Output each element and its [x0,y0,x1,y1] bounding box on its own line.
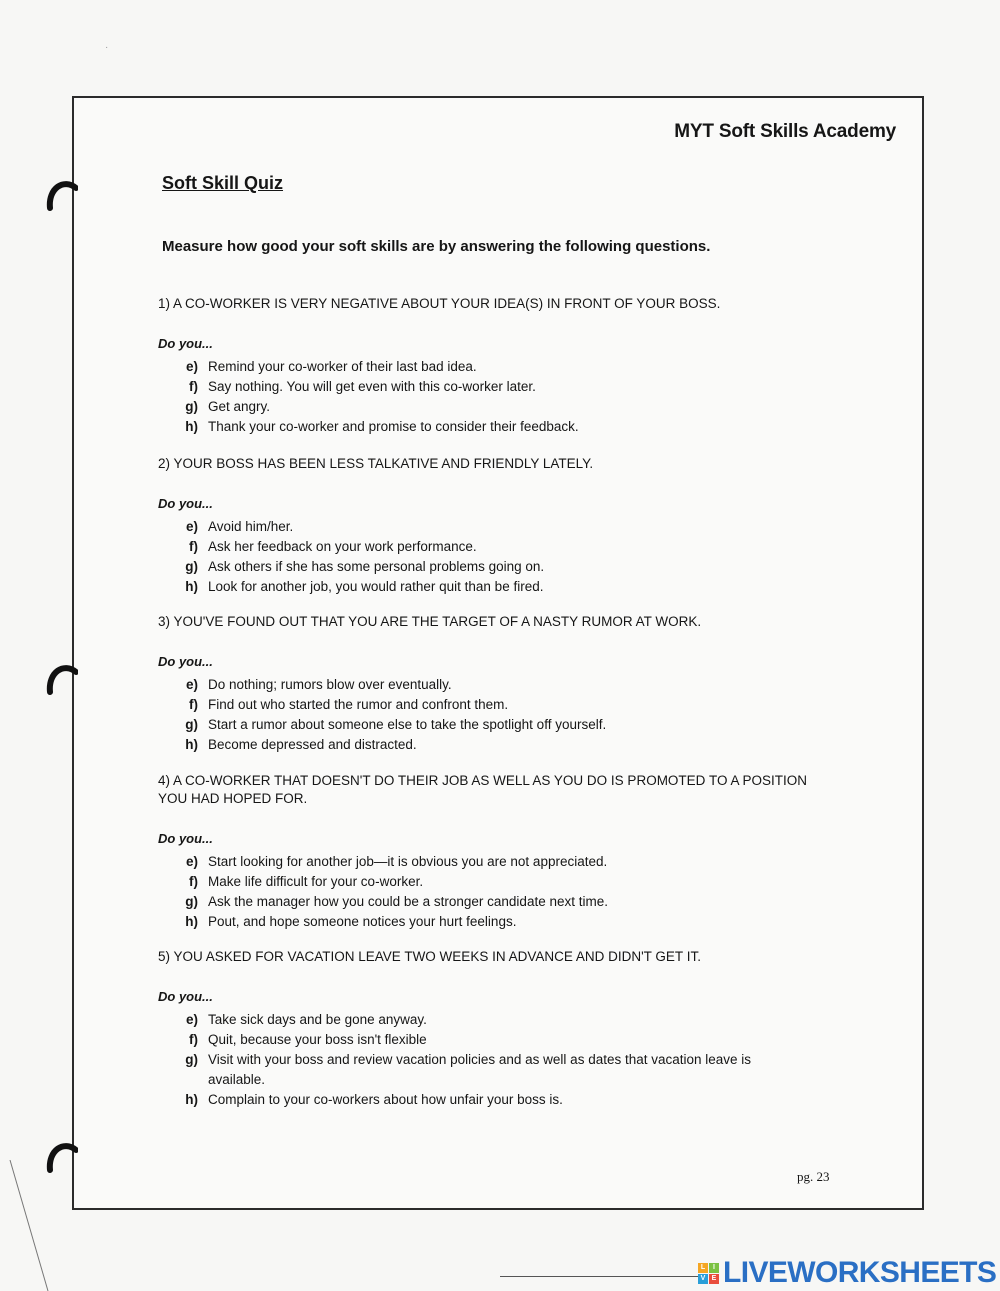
option-item[interactable] [174,912,828,932]
quiz-intro: Measure how good your soft skills are by answering the following questions. [162,238,711,255]
option-text: Find out who started the rumor and confront them. [208,697,509,712]
option-text: Say nothing. You will get even with this co-worker later. [208,379,536,394]
option-item[interactable] [174,397,848,417]
option-item[interactable] [174,1030,798,1050]
option-text: Remind your co-worker of their last bad idea. [208,359,477,374]
option-text: Quit, because your boss isn't flexible [208,1032,427,1047]
question-text: 1) A CO-WORKER IS VERY NEGATIVE ABOUT YOUR IDEA(S) IN FRONT OF YOUR BOSS. [158,296,721,311]
option-item[interactable] [174,517,848,537]
option-letter: g) [185,717,198,732]
quiz-title: Soft Skill Quiz [162,173,284,193]
option-letter: g) [185,399,198,414]
option-text: Complain to your co-workers about how unfair your boss is. [208,1092,563,1107]
option-list [158,1010,798,1110]
option-text: Start a rumor about someone else to take the spotlight off yourself. [208,717,607,732]
liveworksheets-logo-icon [698,1263,719,1284]
option-item[interactable] [174,417,848,437]
option-item[interactable] [174,1010,798,1030]
logo-tile: E [709,1274,719,1284]
option-letter: f) [189,539,198,554]
option-list [158,517,848,597]
option-text: Make life difficult for your co-worker. [208,874,424,889]
option-text: Thank your co-worker and promise to consider their feedback. [208,419,579,434]
option-item[interactable] [174,357,848,377]
option-letter: g) [185,559,198,574]
option-letter: f) [189,379,198,394]
option-text: Start looking for another job—it is obvious you are not appreciated. [208,854,608,869]
page-number: pg. 23 [797,1169,830,1184]
option-letter: h) [185,1092,198,1107]
question-block [158,948,798,1110]
option-text: Do nothing; rumors blow over eventually. [208,677,452,692]
option-letter: h) [185,419,198,434]
option-list [158,357,848,437]
footer-rule [500,1276,705,1277]
option-item[interactable] [174,715,848,735]
option-item[interactable] [174,1090,798,1110]
option-text: Ask her feedback on your work performance. [208,539,477,554]
question-text: 5) YOU ASKED FOR VACATION LEAVE TWO WEEKS IN ADVANCE AND DIDN'T GET IT. [158,949,701,964]
option-item[interactable] [174,852,828,872]
option-letter: e) [185,519,198,534]
scan-scratch [0,1160,60,1291]
binder-hole-icon [44,176,78,216]
option-letter: f) [189,874,198,889]
do-you-label: Do you... [158,989,213,1004]
option-letter: e) [185,677,198,692]
do-you-label: Do you... [158,831,213,846]
do-you-label: Do you... [158,496,213,511]
option-letter: f) [189,1032,198,1047]
option-item[interactable] [174,557,848,577]
option-letter: f) [189,697,198,712]
option-item[interactable] [174,872,828,892]
option-item[interactable] [174,377,848,397]
option-letter: g) [185,894,198,909]
question-block [158,455,848,597]
logo-tile: I [709,1263,719,1273]
logo-tile: L [698,1263,708,1273]
question-text: 4) A CO-WORKER THAT DOESN'T DO THEIR JOB AS WELL AS YOU DO IS PROMOTED TO A POSITION YOU HAD HOPED FOR. [158,773,807,806]
liveworksheets-wordmark: LIVEWORKSHEETS [723,1256,997,1289]
option-list [158,852,828,932]
option-text: Ask the manager how you could be a stronger candidate next time. [208,894,608,909]
do-you-label: Do you... [158,654,213,669]
option-text: Look for another job, you would rather quit than be fired. [208,579,544,594]
academy-name: MYT Soft Skills Academy [674,121,896,142]
option-letter: h) [185,737,198,752]
option-item[interactable] [174,735,848,755]
option-item[interactable] [174,537,848,557]
option-letter: e) [185,854,198,869]
option-letter: e) [185,359,198,374]
option-item[interactable] [174,892,828,912]
option-item[interactable] [174,1050,798,1090]
question-text: 2) YOUR BOSS HAS BEEN LESS TALKATIVE AND FRIENDLY LATELY. [158,456,594,471]
scan-speck: · [105,42,109,53]
logo-tile: V [698,1274,708,1284]
option-item[interactable] [174,675,848,695]
option-letter: e) [185,1012,198,1027]
option-text: Avoid him/her. [208,519,294,534]
option-letter: h) [185,579,198,594]
do-you-label: Do you... [158,336,213,351]
option-text: Pout, and hope someone notices your hurt feelings. [208,914,517,929]
question-block [158,613,848,755]
question-text: 3) YOU'VE FOUND OUT THAT YOU ARE THE TARGET OF A NASTY RUMOR AT WORK. [158,614,702,629]
option-text: Take sick days and be gone anyway. [208,1012,427,1027]
question-block [158,295,848,437]
option-text: Visit with your boss and review vacation policies and as well as dates that vacation leave is available. [208,1052,752,1087]
option-text: Get angry. [208,399,271,414]
option-text: Become depressed and distracted. [208,737,417,752]
option-text: Ask others if she has some personal problems going on. [208,559,545,574]
option-item[interactable] [174,577,848,597]
liveworksheets-logo[interactable] [698,1256,996,1290]
option-letter: g) [185,1052,198,1067]
option-letter: h) [185,914,198,929]
binder-hole-icon [44,660,78,700]
option-item[interactable] [174,695,848,715]
question-block [158,772,828,932]
option-list [158,675,848,755]
